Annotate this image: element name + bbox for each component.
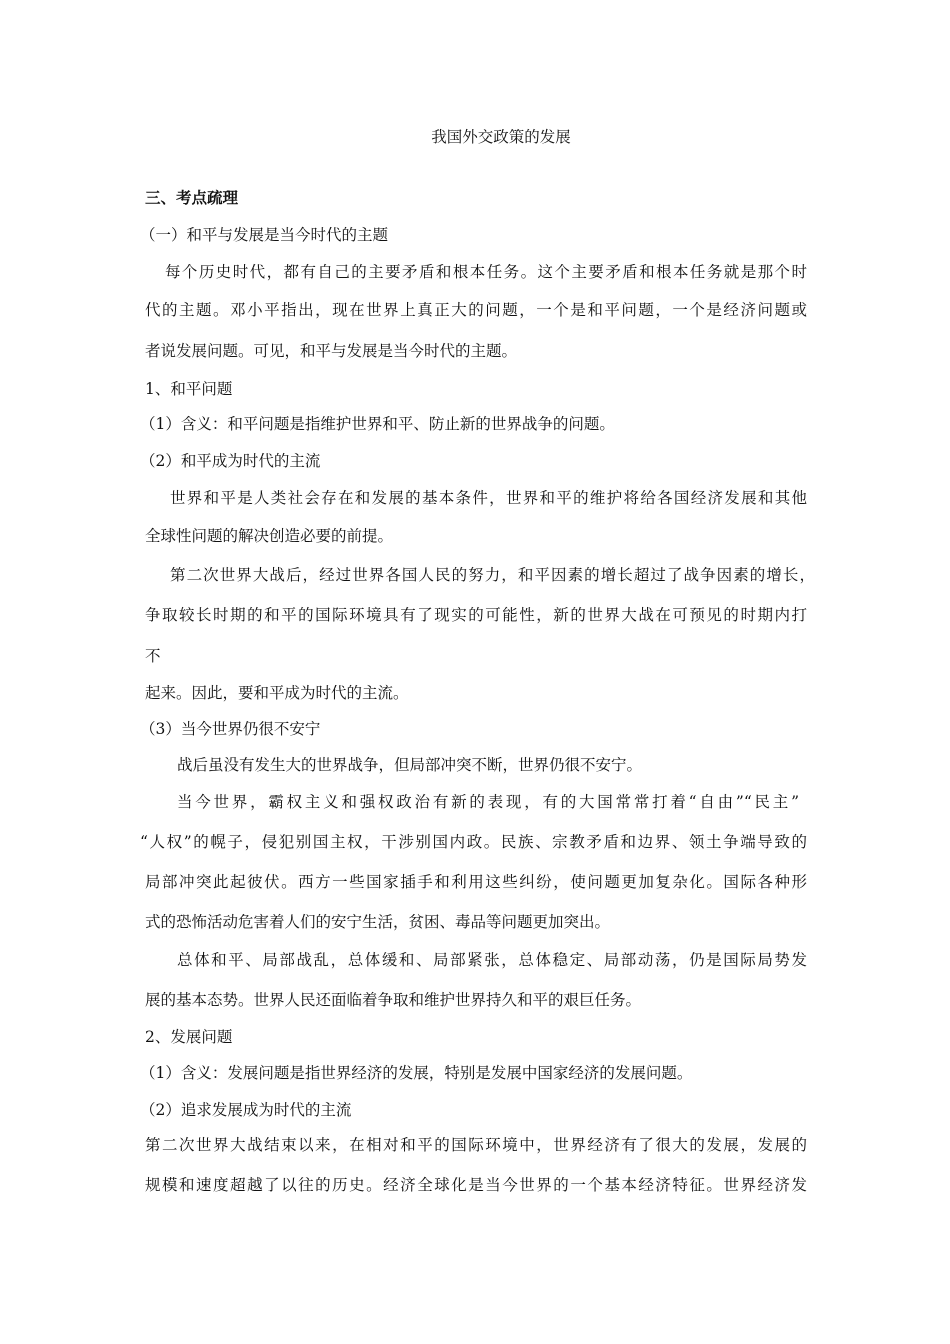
item-line: （1）含义：和平问题是指维护世界和平、防止新的世界战争的问题。 xyxy=(140,415,615,433)
paragraph-line: 展的基本态势。世界人民还面临着争取和维护世界持久和平的艰巨任务。 xyxy=(145,991,642,1009)
paragraph-line: 全球性问题的解决创造必要的前提。 xyxy=(145,527,394,545)
page-title: 我国外交政策的发展 xyxy=(431,128,571,146)
paragraph-line: 不 xyxy=(145,647,161,665)
item-line: （3）当今世界仍很不安宁 xyxy=(140,720,321,738)
paragraph-line: 争取较长时期的和平的国际环境具有了现实的可能性，新的世界大战在可预见的时期内打 xyxy=(145,606,807,624)
paragraph-line: 第二次世界大战结束以来，在相对和平的国际环境中，世界经济有了很大的发展，发展的 xyxy=(145,1136,807,1154)
item-line: （2）追求发展成为时代的主流 xyxy=(140,1101,352,1119)
paragraph-line: 第二次世界大战后，经过世界各国人民的努力，和平因素的增长超过了战争因素的增长， xyxy=(170,566,815,584)
paragraph-line: 式的恐怖活动危害着人们的安宁生活，贫困、毒品等问题更加突出。 xyxy=(145,913,611,931)
paragraph-line: 总体和平、局部战乱，总体缓和、局部紧张，总体稳定、局部动荡，仍是国际局势发 xyxy=(177,951,807,969)
paragraph-line: “人权”的幌子，侵犯别国主权，干涉别国内政。民族、宗教矛盾和边界、领土争端导致的 xyxy=(140,833,807,851)
item-heading: 1、和平问题 xyxy=(145,380,233,398)
section-heading: 三、考点疏理 xyxy=(145,189,239,207)
item-heading: 2、发展问题 xyxy=(145,1028,233,1046)
paragraph-line: 者说发展问题。可见，和平与发展是当今时代的主题。 xyxy=(145,342,518,360)
paragraph-line: 局部冲突此起彼伏。西方一些国家插手和利用这些纠纷，使问题更加复杂化。国际各种形 xyxy=(145,873,807,891)
paragraph-line: 规模和速度超越了以往的历史。经济全球化是当今世界的一个基本经济特征。世界经济发 xyxy=(145,1176,807,1194)
paragraph-line: 世界和平是人类社会存在和发展的基本条件，世界和平的维护将给各国经济发展和其他 xyxy=(170,489,807,507)
item-line: （1）含义：发展问题是指世界经济的发展，特别是发展中国家经济的发展问题。 xyxy=(140,1064,693,1082)
paragraph-line: 代的主题。邓小平指出，现在世界上真正大的问题，一个是和平问题，一个是经济问题或 xyxy=(145,301,807,319)
paragraph-line: 起来。因此，要和平成为时代的主流。 xyxy=(145,684,409,702)
paragraph-line: 每个历史时代，都有自己的主要矛盾和根本任务。这个主要矛盾和根本任务就是那个时 xyxy=(165,263,807,281)
paragraph-line: 战后虽没有发生大的世界战争，但局部冲突不断，世界仍很不安宁。 xyxy=(177,756,643,774)
paragraph-line: 当今世界，霸权主义和强权政治有新的表现，有的大国常常打着“自由”“民主” xyxy=(177,793,799,811)
item-line: （2）和平成为时代的主流 xyxy=(140,452,321,470)
subsection-heading: （一）和平与发展是当今时代的主题 xyxy=(140,226,389,244)
